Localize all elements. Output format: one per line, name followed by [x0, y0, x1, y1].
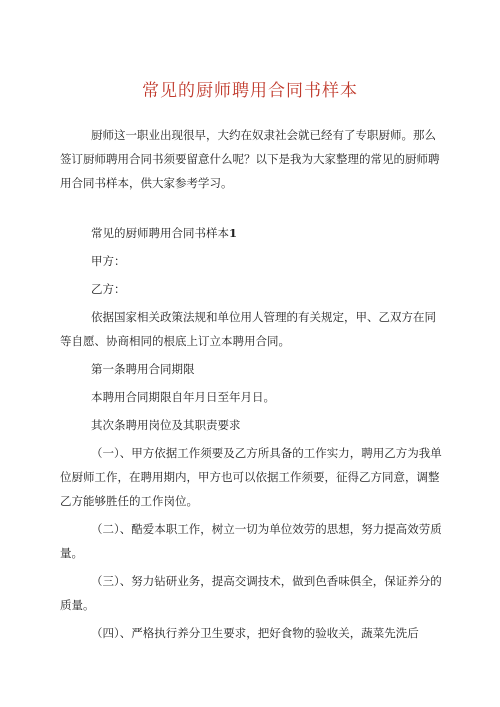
- sample-heading: [60, 221, 442, 245]
- article-2-item-1: （一）、甲方依据工作须要及乙方所具备的工作实力，聘用乙方为我单位厨师工作，在聘用期内，甲方也可以依据工作须要，征得乙方同意，调整乙方能够胜任的工作岗位。: [60, 446, 442, 508]
- party-b-label: 乙方：: [91, 282, 126, 296]
- article-2-item-2: （二）、酷爱本职工作，树立一切为单位效劳的思想，努力提高效劳质量。: [60, 522, 442, 560]
- contract-sample: [60, 221, 442, 649]
- article-1-body: 本聘用合同期限自年月日至年月日。: [91, 390, 275, 404]
- article-1-title: 第一条聘用合同期限: [91, 362, 195, 376]
- document-title: 常见的厨师聘用合同书样本: [142, 81, 358, 101]
- article-2-item-4: （四）、严格执行养分卫生要求，把好食物的验收关，蔬菜先洗后: [91, 626, 419, 640]
- party-a-label: 甲方：: [91, 254, 126, 268]
- sample-heading-number: 1: [229, 226, 238, 240]
- article-2-title: 其次条聘用岗位及其职责要求: [91, 418, 241, 432]
- article-2-item-3: （三）、努力钻研业务，提高交调技术，做到色香味俱全，保证养分的质量。: [60, 574, 442, 612]
- sample-heading-text: 常见的厨师聘用合同书样本: [91, 226, 229, 240]
- preamble-paragraph: 依据国家相关政策法规和单位用人管理的有关规定，甲、乙双方在同等自愿、协商相同的根底上订立本聘用合同。: [60, 310, 436, 348]
- intro-paragraph: 厨师这一职业出现很早，大约在奴隶社会就已经有了专职厨师。那么签订厨师聘用合同书须要留意什么呢？以下是我为大家整理的常见的厨师聘用合同书样本，供大家参考学习。: [60, 128, 440, 190]
